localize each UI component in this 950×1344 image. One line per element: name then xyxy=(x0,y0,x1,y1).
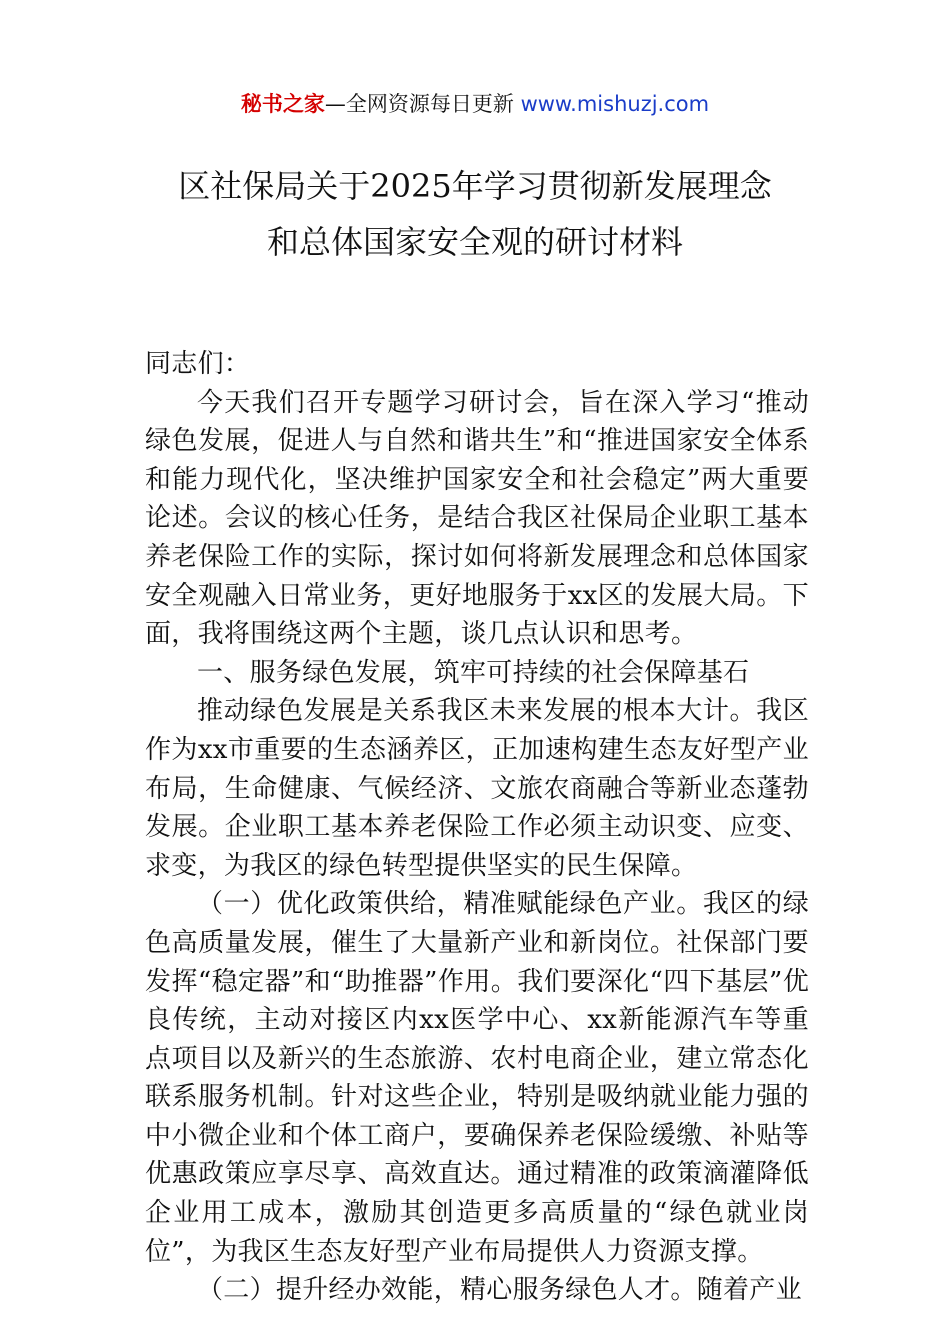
document-title xyxy=(60,158,890,270)
site-url-link[interactable]: www.mishuzj.com xyxy=(520,92,710,116)
site-header xyxy=(0,88,950,120)
site-brand: 秘书之家 xyxy=(240,92,325,116)
salutation: 同志们： xyxy=(145,349,251,379)
title-line-1: 区社保局关于2025年学习贯彻新发展理念 xyxy=(178,167,772,205)
paragraph-green-development: 推动绿色发展是关系我区未来发展的根本大计。我区作为xx市重要的生态涵养区，正加速构建生态友好型产业布局，生命健康、气候经济、文旅农商融合等新业态蓬勃发展。企业职工基本养老保险工作必须主动识变、应变、求变，为我区的绿色转型提供坚实的民生保障。 xyxy=(145,696,809,881)
site-tagline: —全网资源每日更新 xyxy=(324,92,521,116)
section-heading-1: 一、服务绿色发展，筑牢可持续的社会保障基石 xyxy=(197,657,750,688)
paragraph-intro: 今天我们召开专题学习研讨会，旨在深入学习“推动绿色发展，促进人与自然和谐共生”和“推进国家安全体系和能力现代化，坚决维护国家安全和社会稳定”两大重要论述。会议的核心任务，是结合我区社保局企业职工基本养老保险工作的实际，探讨如何将新发展理念和总体国家安全观融入日常业务，更好地服务于xx区的发展大局。下面，我将围绕这两个主题，谈几点认识和思考。 xyxy=(145,387,809,650)
title-line-2: 和总体国家安全观的研讨材料 xyxy=(266,223,683,261)
document-body xyxy=(145,345,809,1310)
paragraph-subsection-1: （一）优化政策供给，精准赋能绿色产业。我区的绿色高质量发展，催生了大量新产业和新岗位。社保部门要发挥“稳定器”和“助推器”作用。我们要深化“四下基层”优良传统，主动对接区内xx医学中心、xx新能源汽车等重点项目以及新兴的生态旅游、农村电商企业，建立常态化联系服务机制。针对这些企业，特别是吸纳就业能力强的中小微企业和个体工商户，要确保养老保险缓缴、补贴等优惠政策应享尽享、高效直达。通过精准的政策滴灌降低企业用工成本，激励其创造更多高质量的“绿色就业岗位”，为我区生态友好型产业布局提供人力资源支撑。 xyxy=(145,889,809,1267)
paragraph-subsection-2: （二）提升经办效能，精心服务绿色人才。随着产业 xyxy=(197,1275,802,1306)
